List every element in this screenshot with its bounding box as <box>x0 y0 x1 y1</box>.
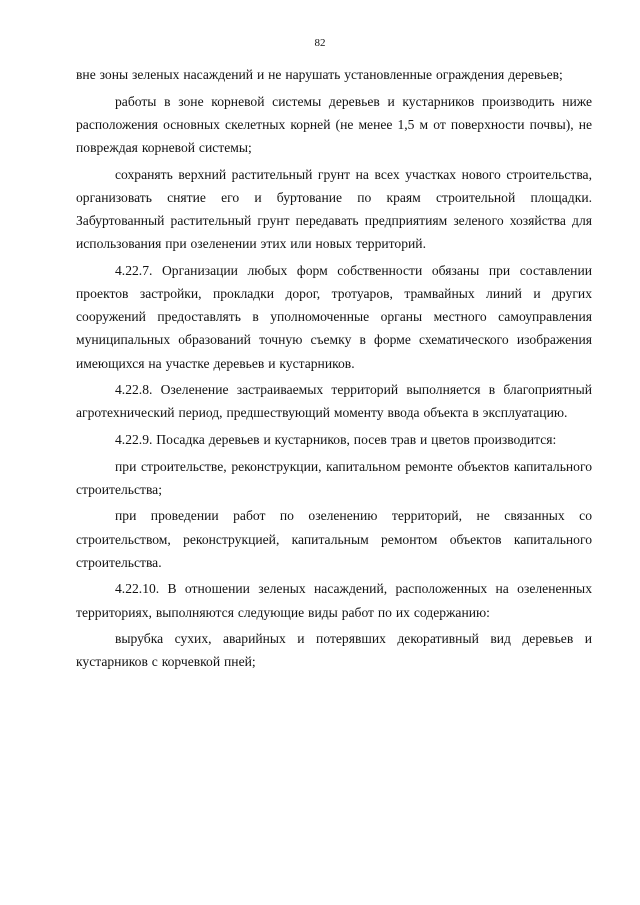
document-body <box>76 63 592 677</box>
paragraph-4-22-7: 4.22.7. Организации любых форм собственности обязаны при составлении проектов застройки, прокладки дорог, тротуаров, трамвайных линий и других сооружений предоставлять в уполномоченные органы местного самоуправления муниципальных образований точную съемку в форме схематического изображения имеющихся на участке деревьев и кустарников. <box>76 262 592 371</box>
paragraph-construction-planting: при строительстве, реконструкции, капитальном ремонте объектов капитального строительства; <box>76 458 592 497</box>
paragraph-4-22-8: 4.22.8. Озеленение застраиваемых территорий выполняется в благоприятный агротехнический период, предшествующий моменту ввода объекта в эксплуатацию. <box>76 382 592 421</box>
paragraph-root-zone-works: работы в зоне корневой системы деревьев и кустарников производить ниже расположения основных скелетных корней (не менее 1,5 м от поверхности почвы), не повреждая корневой системы; <box>76 93 592 155</box>
paragraph-landscaping-planting: при проведении работ по озеленению территорий, не связанных со строительством, реконструкцией, капитальным ремонтом объектов капитального строительства. <box>76 508 592 570</box>
page-number: 82 <box>314 37 326 49</box>
paragraph-felling-dry-trees: вырубка сухих, аварийных и потерявших декоративный вид деревьев и кустарников с корчевкой пней; <box>76 631 592 670</box>
paragraph-topsoil-preservation: сохранять верхний растительный грунт на всех участках нового строительства, организовать снятие его и буртование по краям строительной площадки. Забуртованный растительный грунт передавать предприятиям зеленого хозяйства для использования при озеленении этих или новых территорий. <box>76 166 592 252</box>
paragraph-continuation: вне зоны зеленых насаждений и не нарушать установленные ограждения деревьев; <box>76 67 563 82</box>
paragraph-4-22-9: 4.22.9. Посадка деревьев и кустарников, посев трав и цветов производится: <box>115 432 557 447</box>
paragraph-4-22-10: 4.22.10. В отношении зеленых насаждений, расположенных на озелененных территориях, выполняются следующие виды работ по их содержанию: <box>76 581 592 620</box>
